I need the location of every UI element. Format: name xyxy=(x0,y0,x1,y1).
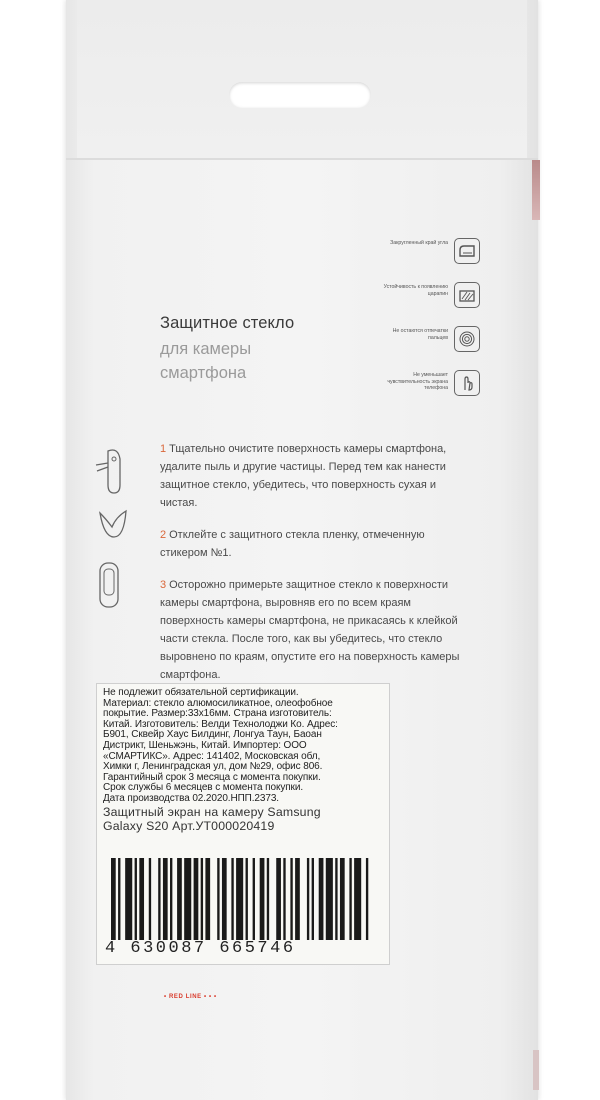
barcode-bar xyxy=(236,858,243,940)
peel-film-icon xyxy=(94,503,130,548)
barcode-bar xyxy=(267,858,269,940)
step-text: Тщательно очистите поверхность камеры смартфона, удалите пыль и другие частицы. Перед тем как нанести защитное стекло, убедитесь, что поверхность сухая и чистая. xyxy=(160,443,447,509)
scratch-resistance-icon xyxy=(454,282,480,308)
sticker-line: Не подлежит обязательной сертификации. xyxy=(103,687,299,698)
sticker-line: Срок службы 6 месяцев с момента покупки. xyxy=(103,782,303,794)
barcode-bar xyxy=(217,858,219,940)
sticker-text xyxy=(103,688,385,833)
feature-text: Закругленный край угла xyxy=(390,240,448,246)
barcode-bar xyxy=(307,858,309,940)
product-subtitle: для камеры смартфона xyxy=(160,340,252,382)
hang-tab xyxy=(77,0,527,159)
feature-list xyxy=(380,234,484,410)
sticker-line: Дистрикт, Шеньжэнь, Китай. Импортер: ООО xyxy=(103,739,307,751)
barcode-bar xyxy=(260,858,265,940)
feature-item xyxy=(380,278,484,318)
barcode-bar xyxy=(231,858,233,940)
barcode-bar xyxy=(170,858,172,940)
feature-text: Не уменьшает чувствительность экрана телефона xyxy=(387,372,448,391)
sticker-line: Дата производства 02.2020.НПП.2373. xyxy=(103,792,279,804)
rounded-edge-icon xyxy=(454,238,480,264)
sticker-line: Б901, Сквейр Хаус Билдинг, Лонгуа Таун, Баоан xyxy=(103,729,322,741)
barcode-bar xyxy=(253,858,255,940)
barcode-bar xyxy=(222,858,227,940)
instruction-step xyxy=(160,440,460,512)
barcode-bar xyxy=(194,858,199,940)
sticker-line: Химки г, Ленинградская ул, дом №29, офис 806. xyxy=(103,761,323,773)
barcode-bar xyxy=(163,858,168,940)
box-side-edge xyxy=(532,160,540,220)
fold-line xyxy=(66,158,538,160)
barcode-bar xyxy=(177,858,182,940)
sticker-line: Гарантийный срок 3 месяца с момента покупки. xyxy=(103,771,321,783)
instruction-step xyxy=(160,576,460,684)
barcode-bar xyxy=(340,858,345,940)
barcode-bar xyxy=(139,858,144,940)
apply-glass-icon xyxy=(94,559,124,616)
barcode-bar xyxy=(290,858,292,940)
feature-text: Устойчивость к появлению царапин xyxy=(383,284,448,297)
sticker-product-name: Защитный экран на камеру Samsung xyxy=(103,804,321,819)
barcode-bar xyxy=(184,858,191,940)
feature-text: Не остаются отпечатки пальцев xyxy=(392,328,448,341)
barcode-bar xyxy=(205,858,210,940)
barcode-bar xyxy=(295,858,300,940)
sticker-product-article: Galaxy S20 Арт.УТ000020419 xyxy=(103,818,275,833)
step-number: 2 xyxy=(160,529,167,541)
barcode-bar xyxy=(366,858,368,940)
instruction-steps xyxy=(160,440,460,698)
step-text: Отклейте с защитного стекла пленку, отмеченную стикером №1. xyxy=(160,529,425,559)
barcode-bar xyxy=(283,858,285,940)
fingerprint-icon xyxy=(454,326,480,352)
barcode-bar xyxy=(125,858,132,940)
sticker-line: покрытие. Размер:33х16мм. Страна изготовитель: xyxy=(103,708,332,720)
barcode-bar xyxy=(319,858,324,940)
barcode-bar xyxy=(246,858,248,940)
sticker-line: Материал: стекло алюмосиликатное, олеофобное xyxy=(103,697,333,709)
barcode-bar xyxy=(201,858,203,940)
feature-item xyxy=(380,234,484,274)
barcode-bar xyxy=(135,858,137,940)
product-title: Защитное стекло xyxy=(160,314,295,332)
touch-icon xyxy=(454,370,480,396)
barcode-bar xyxy=(312,858,314,940)
step-number: 1 xyxy=(160,443,167,455)
step-text: Осторожно примерьте защитное стекло к поверхности камеры смартфона, выровняв его по всем краям поверхность камеры смартфона, не прикасаясь к клейкой части стекла. После того, как вы убедитесь, что стекло выровнено по краям, опустите его на поверхность камеры смартфона. xyxy=(160,579,460,681)
barcode-bar xyxy=(335,858,337,940)
barcode-bar xyxy=(118,858,120,940)
box-side-edge-bottom xyxy=(533,1050,539,1090)
barcode-bar xyxy=(354,858,361,940)
hang-hole xyxy=(229,82,371,108)
barcode-bar xyxy=(276,858,281,940)
barcode-bar xyxy=(349,858,351,940)
info-sticker xyxy=(96,683,390,965)
instruction-step xyxy=(160,526,460,562)
barcode xyxy=(111,858,373,940)
barcode-bar xyxy=(111,858,116,940)
sticker-line: «СМАРТИКС». Адрес: 141402, Московская обл, xyxy=(103,750,321,762)
barcode-bar xyxy=(158,858,160,940)
brand-logo: • RED LINE • • • xyxy=(164,994,217,1000)
feature-item xyxy=(380,366,484,406)
cleaning-icon xyxy=(94,445,130,502)
step-number: 3 xyxy=(160,579,167,591)
barcode-bar xyxy=(149,858,151,940)
feature-item xyxy=(380,322,484,362)
barcode-digits: 4 630087 665746 xyxy=(105,939,296,958)
sticker-line: Китай. Изготовитель: Велди Технолоджи Ко. Адрес: xyxy=(103,718,338,730)
barcode-bar xyxy=(326,858,333,940)
